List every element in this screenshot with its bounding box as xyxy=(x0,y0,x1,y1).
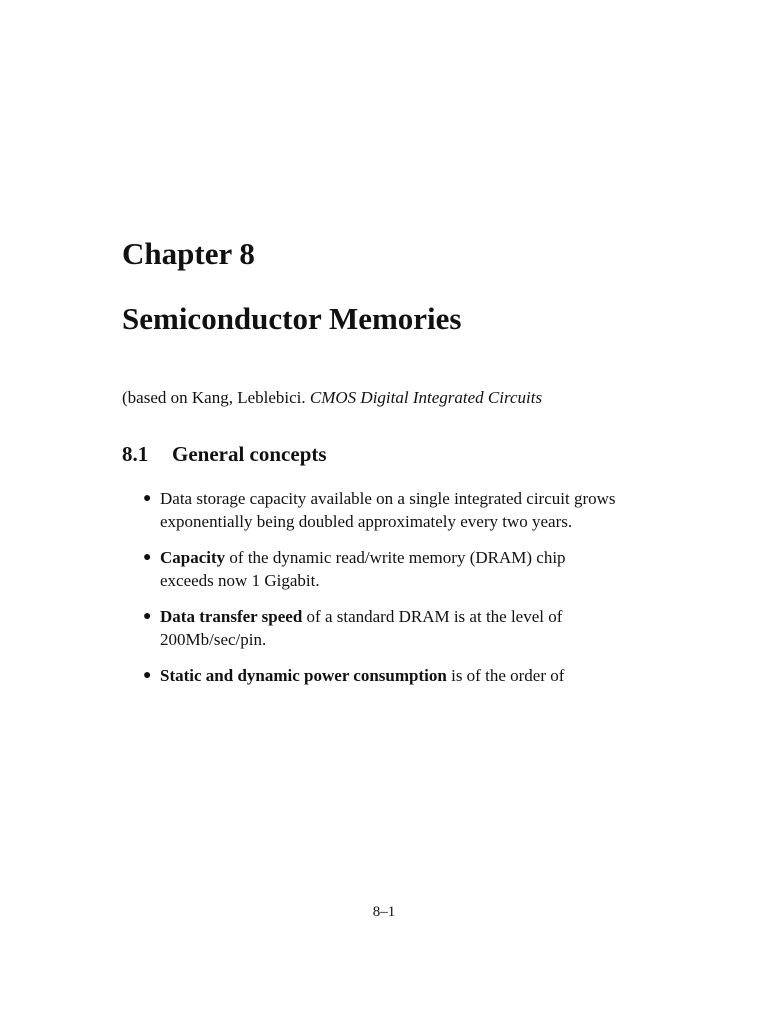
bullet-text: Data storage capacity available on a single integrated circuit grows exponentially being doubled approximately every two years. xyxy=(160,489,616,531)
bullet-bold-term: Data transfer speed xyxy=(160,607,303,626)
bullet-list xyxy=(122,487,622,700)
source-reference xyxy=(122,387,542,409)
list-item xyxy=(122,664,622,687)
chapter-label: Chapter 8 xyxy=(122,236,255,271)
section-title: General concepts xyxy=(172,442,327,466)
bullet-text: of the dynamic read/write memory (DRAM) chip exceeds now 1 Gigabit. xyxy=(160,548,566,590)
bullet-icon: ● xyxy=(143,609,152,624)
section-number: 8.1 xyxy=(122,442,149,466)
source-prefix: (based on Kang, Leblebici. xyxy=(122,388,310,407)
bullet-icon: ● xyxy=(143,668,152,683)
list-item xyxy=(122,546,622,592)
bullet-text: of a standard DRAM is at the level of 200Mb/sec/pin. xyxy=(160,607,563,649)
chapter-title: Semiconductor Memories xyxy=(122,301,462,336)
section-heading xyxy=(122,441,327,467)
bullet-bold-term: Static and dynamic power consumption xyxy=(160,666,447,685)
bullet-bold-term: Capacity xyxy=(160,548,226,567)
bullet-icon: ● xyxy=(143,491,152,506)
source-book-title: CMOS Digital Integrated Circuits xyxy=(309,388,543,407)
bullet-icon: ● xyxy=(143,550,152,565)
page-number: 8–1 xyxy=(372,904,396,920)
bullet-text: is of the order of xyxy=(446,666,565,685)
list-item xyxy=(122,605,622,651)
list-item xyxy=(122,487,622,533)
